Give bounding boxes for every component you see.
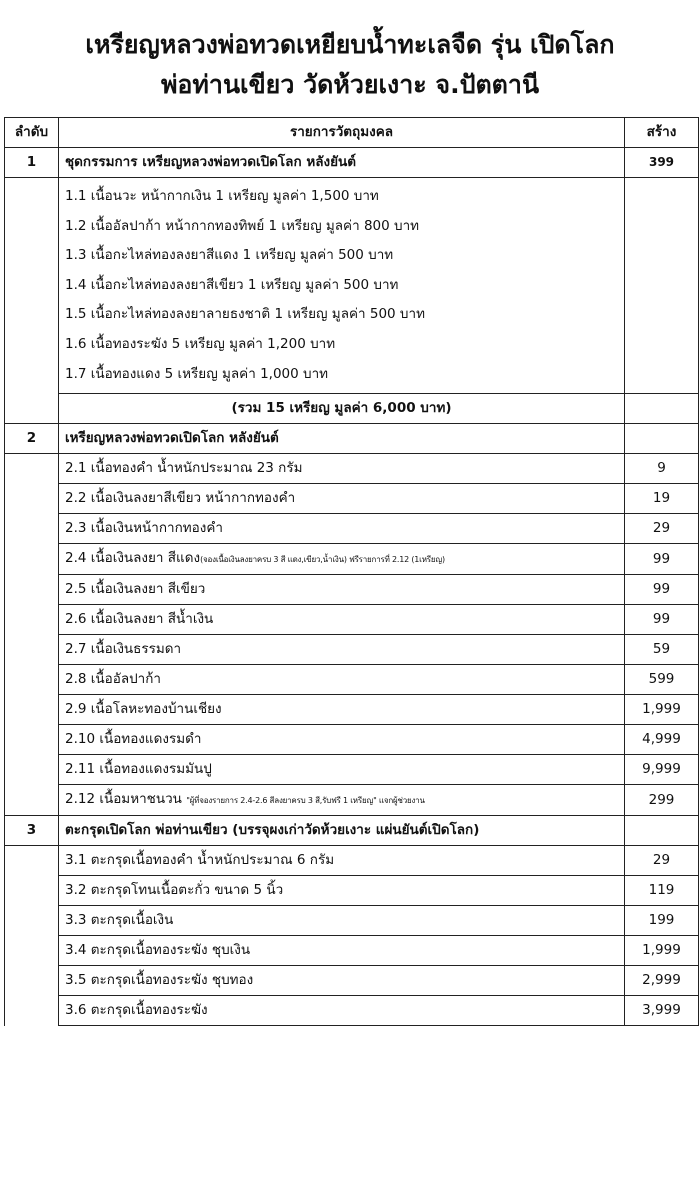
table-row	[5, 454, 699, 484]
item-quantity: 1,999	[625, 695, 699, 725]
section-heading-row	[5, 816, 699, 846]
item-quantity: 9,999	[625, 755, 699, 785]
item-quantity: 199	[625, 906, 699, 936]
item-note: "ผู้ที่จองรายการ 2.4-2.6 สีลงยาครบ 3 สี,รับฟรี 1 เหรียญ" แจกผู้ช่วยงาน	[186, 796, 425, 806]
header-items: รายการวัตถุมงคล	[59, 118, 625, 148]
document-title-line2: พ่อท่านเขียว วัดห้วยเงาะ จ.ปัตตานี	[160, 70, 540, 99]
set-items-cell	[59, 178, 625, 394]
header-quantity: สร้าง	[625, 118, 699, 148]
table-row	[5, 635, 699, 665]
table-row	[5, 966, 699, 996]
table-row	[5, 906, 699, 936]
item-label: 2.5 เนื้อเงินลงยา สีเขียว	[59, 575, 625, 605]
document-title-line1: เหรียญหลวงพ่อทวดเหยียบน้ำทะเลจืด รุ่น เปิดโลก	[85, 30, 615, 59]
item-note: (จองเนื้อเงินลงยาครบ 3 สี แดง,เขียว,น้ำเงิน) ฟรีรายการที่ 2.12 (1เหรียญ)	[200, 555, 445, 565]
section-heading: เหรียญหลวงพ่อทวดเปิดโลก หลังยันต์	[59, 424, 625, 454]
item-label: 2.1 เนื้อทองคำ น้ำหนักประมาณ 23 กรัม	[59, 454, 625, 484]
item-label: 3.3 ตะกรุดเนื้อเงิน	[59, 906, 625, 936]
item-cell	[59, 544, 625, 575]
item-label: 2.3 เนื้อเงินหน้ากากทองคำ	[59, 514, 625, 544]
list-item: 1.6 เนื้อทองระฆัง 5 เหรียญ มูลค่า 1,200 บาท	[65, 335, 336, 352]
list-item: 1.3 เนื้อกะไหล่ทองลงยาสีแดง 1 เหรียญ มูลค่า 500 บาท	[65, 247, 394, 264]
item-quantity: 9	[625, 454, 699, 484]
item-quantity: 299	[625, 785, 699, 816]
item-quantity: 99	[625, 605, 699, 635]
amulet-list-table	[4, 117, 699, 1026]
item-label: 2.2 เนื้อเงินลงยาสีเขียว หน้ากากทองคำ	[59, 484, 625, 514]
table-row	[5, 544, 699, 575]
item-quantity: 2,999	[625, 966, 699, 996]
item-quantity: 59	[625, 635, 699, 665]
set-total: (รวม 15 เหรียญ มูลค่า 6,000 บาท)	[59, 394, 625, 424]
table-row	[5, 876, 699, 906]
item-label: 2.11 เนื้อทองแดงรมมันปู	[59, 755, 625, 785]
item-quantity: 29	[625, 514, 699, 544]
item-cell	[59, 785, 625, 816]
item-quantity: 119	[625, 876, 699, 906]
section-heading: ตะกรุดเปิดโลก พ่อท่านเขียว (บรรจุผงเก่าวัดห้วยเงาะ แผ่นยันต์เปิดโลก)	[59, 816, 625, 846]
section-number: 3	[5, 816, 59, 846]
item-label: 2.9 เนื้อโลหะทองบ้านเชียง	[59, 695, 625, 725]
section-number: 1	[5, 148, 59, 178]
item-label: 3.2 ตะกรุดโทนเนื้อตะกั่ว ขนาด 5 นิ้ว	[59, 876, 625, 906]
item-label: 2.7 เนื้อเงินธรรมดา	[59, 635, 625, 665]
list-item: 1.4 เนื้อกะไหล่ทองลงยาสีเขียว 1 เหรียญ มูลค่า 500 บาท	[65, 276, 399, 293]
table-row	[5, 996, 699, 1026]
list-item: 1.7 เนื้อทองแดง 5 เหรียญ มูลค่า 1,000 บาท	[65, 365, 329, 382]
table-row	[5, 695, 699, 725]
table-row	[5, 755, 699, 785]
item-quantity: 599	[625, 665, 699, 695]
list-item: 1.5 เนื้อกะไหล่ทองลงยาลายธงชาติ 1 เหรียญ มูลค่า 500 บาท	[65, 306, 425, 323]
table-row	[5, 514, 699, 544]
item-label: 2.10 เนื้อทองแดงรมดำ	[59, 725, 625, 755]
item-label: 2.8 เนื้ออัลปาก้า	[59, 665, 625, 695]
header-order: ลำดับ	[5, 118, 59, 148]
table-row	[5, 665, 699, 695]
section-number: 2	[5, 424, 59, 454]
set-total-row	[5, 394, 699, 424]
item-label: 3.4 ตะกรุดเนื้อทองระฆัง ชุบเงิน	[59, 936, 625, 966]
table-row	[5, 846, 699, 876]
item-label: 3.5 ตะกรุดเนื้อทองระฆัง ชุบทอง	[59, 966, 625, 996]
list-item: 1.1 เนื้อนวะ หน้ากากเงิน 1 เหรียญ มูลค่า 1,500 บาท	[65, 188, 379, 204]
table-row	[5, 605, 699, 635]
item-label: 3.6 ตะกรุดเนื้อทองระฆัง	[59, 996, 625, 1026]
set-items-row	[5, 178, 699, 394]
table-header-row	[5, 118, 699, 148]
section-heading-row	[5, 424, 699, 454]
item-label: 2.12 เนื้อมหาชนวน	[65, 791, 182, 808]
section-quantity: 399	[625, 148, 699, 178]
table-row	[5, 785, 699, 816]
item-quantity: 99	[625, 575, 699, 605]
item-quantity: 19	[625, 484, 699, 514]
item-label: 3.1 ตะกรุดเนื้อทองคำ น้ำหนักประมาณ 6 กรัม	[59, 846, 625, 876]
table-row	[5, 484, 699, 514]
list-item: 1.2 เนื้ออัลปาก้า หน้ากากทองทิพย์ 1 เหรียญ มูลค่า 800 บาท	[65, 217, 420, 234]
item-quantity: 99	[625, 544, 699, 575]
item-quantity: 4,999	[625, 725, 699, 755]
table-row	[5, 725, 699, 755]
table-row	[5, 936, 699, 966]
item-quantity: 1,999	[625, 936, 699, 966]
section-heading-row	[5, 148, 699, 178]
item-quantity: 29	[625, 846, 699, 876]
section-heading: ชุดกรรมการ เหรียญหลวงพ่อทวดเปิดโลก หลังยันต์	[59, 148, 625, 178]
table-row	[5, 575, 699, 605]
item-label: 2.4 เนื้อเงินลงยา สีแดง	[65, 550, 201, 567]
item-label: 2.6 เนื้อเงินลงยา สีน้ำเงิน	[59, 605, 625, 635]
item-quantity: 3,999	[625, 996, 699, 1026]
